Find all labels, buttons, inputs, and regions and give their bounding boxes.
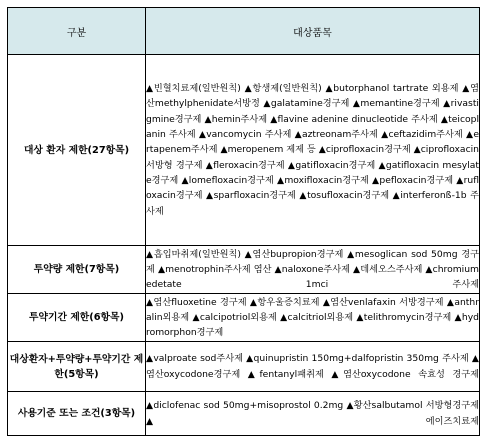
row-category: 투약기간 제한(6항목) — [8, 294, 146, 342]
row-category: 사용기준 또는 조건(3항목) — [8, 392, 146, 436]
header-items: 대상품목 — [146, 8, 480, 55]
table-row — [8, 294, 480, 342]
table-header-row — [8, 8, 480, 55]
row-items: ▲valproate sod주사제 ▲quinupristin 150mg+dalfopristin 350mg 주사제 ▲염산oxycodone경구제 ▲fentanyl패취제 ▲염산oxycodone 속효성 경구제 — [146, 342, 480, 392]
table-row — [8, 246, 480, 294]
row-items: ▲diclofenac sod 50mg+misoprostol 0.2mg ▲황산salbutamol 서방형경구제 ▲에이즈치료제 — [146, 392, 480, 436]
row-items: ▲빈혈치료제(일반원칙) ▲항생제(일반원칙) ▲butorphanol tartrate 외용제 ▲염산methylphenidate서방정 ▲galatamine경구제 ▲memantine경구제 ▲rivastigmine경구제 ▲hemin주사제 ▲flavine adenine dinucleotide 주사제 ▲teicoplanin 주사제 ▲vancomycin 주사제 ▲aztreonam주사제 ▲ceftazidim주사제 ▲ertapenem주사제 ▲meropenem 제제 등 ▲ciprofloxacin경구제 ▲ciprofloxacin 서방형 경구제 ▲fleroxacin경구제 ▲gatifloxacin경구제 ▲gatifloxacin mesylate경구제 ▲lomefloxacin경구제 ▲moxifloxacin경구제 ▲pefloxacin경구제 ▲rufloxacin경구제 ▲sparfloxacin경구제 ▲tosufloxacin경구제 ▲interferonß-1b 주사제 — [146, 55, 480, 246]
table-row — [8, 342, 480, 392]
header-category: 구분 — [8, 8, 146, 55]
table-row — [8, 392, 480, 436]
row-items: ▲염산fluoxetine 경구제 ▲항우울증치료제 ▲염산venlafaxin 서방경구제 ▲anthralin외용제 ▲calcipotriol외용제 ▲calcitriol외용제 ▲telithromycin경구제 ▲hydromorphon경구제 — [146, 294, 480, 342]
row-category: 투약량 제한(7항목) — [8, 246, 146, 294]
row-category: 대상 환자 제한(27항목) — [8, 55, 146, 246]
row-items: ▲흡입마취제(일반원칙) ▲염산bupropion경구제 ▲mesoglican sod 50mg 경구제 ▲menotrophin주사제 염산 ▲naloxone주사제 ▲데세오스주사제 ▲chromium edetate 1mci 주사제 — [146, 246, 480, 294]
drug-restriction-table — [7, 7, 480, 436]
row-category: 대상환자+투약량+투약기간 제한(5항목) — [8, 342, 146, 392]
table-row — [8, 55, 480, 246]
